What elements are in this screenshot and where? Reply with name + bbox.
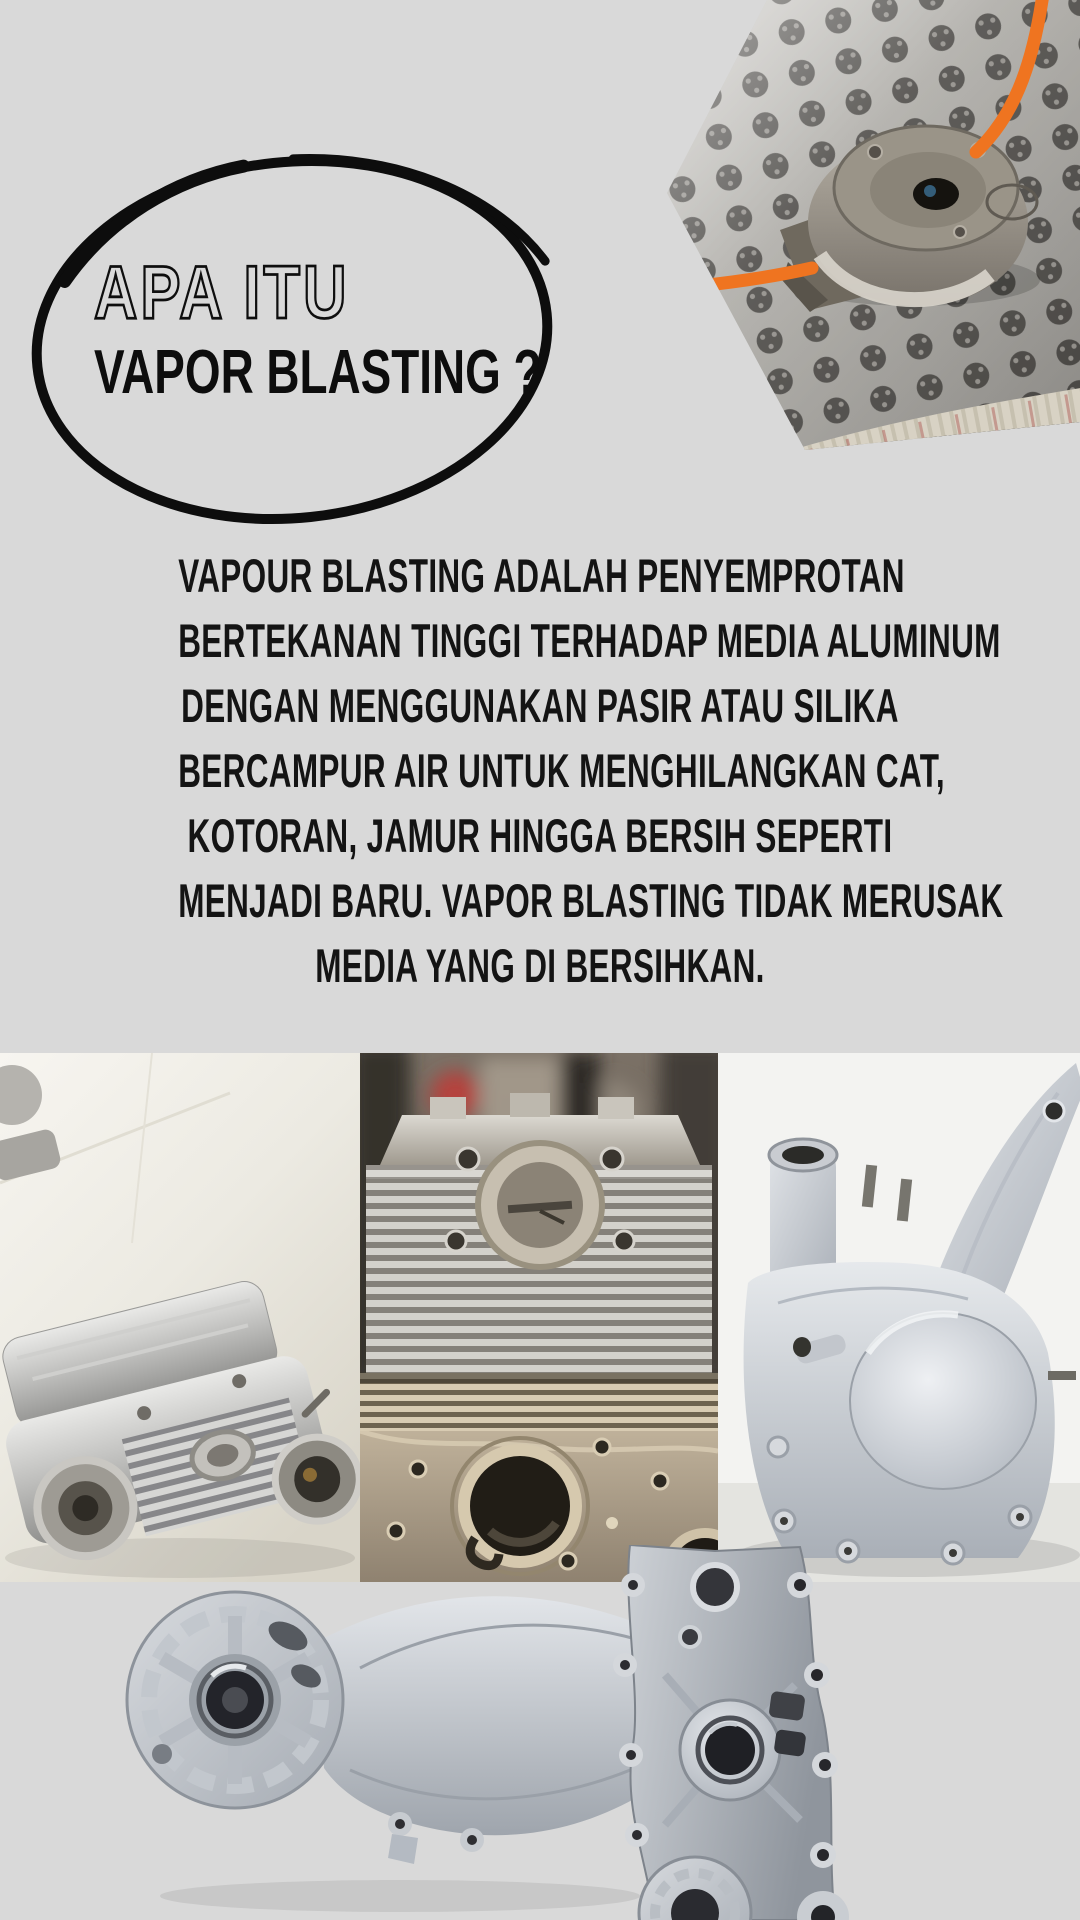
cutout-timing-cover xyxy=(595,1545,850,1920)
photo-blast-table xyxy=(660,0,1080,455)
description-line: MEDIA YANG DI BERSIHKAN. xyxy=(315,939,765,992)
timing-cover-plate xyxy=(613,1545,849,1920)
description-line: VAPOUR BLASTING ADALAH PENYEMPROTAN xyxy=(178,549,905,602)
photo-engine-block-left xyxy=(0,1053,360,1582)
cylinder-head xyxy=(366,1093,712,1373)
description-line: BERCAMPUR AIR UNTUK MENGHILANGKAN CAT, xyxy=(178,744,945,797)
title-question-prefix: APA ITU xyxy=(94,251,350,335)
blast-table-illustration xyxy=(660,0,1080,455)
title-block xyxy=(84,246,604,416)
photo-engine-case-right xyxy=(718,1053,1080,1582)
description-line: KOTORAN, JAMUR HINGGA BERSIH SEPERTI xyxy=(187,809,893,862)
photo-cylinder-head xyxy=(360,1053,718,1373)
description-line: DENGAN MENGGUNAKAN PASIR ATAU SILIKA xyxy=(181,679,899,732)
description-line: BERTEKANAN TINGGI TERHADAP MEDIA ALUMINUM xyxy=(178,614,1001,667)
description-line: MENJADI BARU. VAPOR BLASTING TIDAK MERUSAK xyxy=(178,874,1004,927)
pulley-cover-wheel xyxy=(127,1592,343,1808)
title-main: VAPOR BLASTING ? xyxy=(94,337,542,407)
description-text xyxy=(178,543,1004,998)
